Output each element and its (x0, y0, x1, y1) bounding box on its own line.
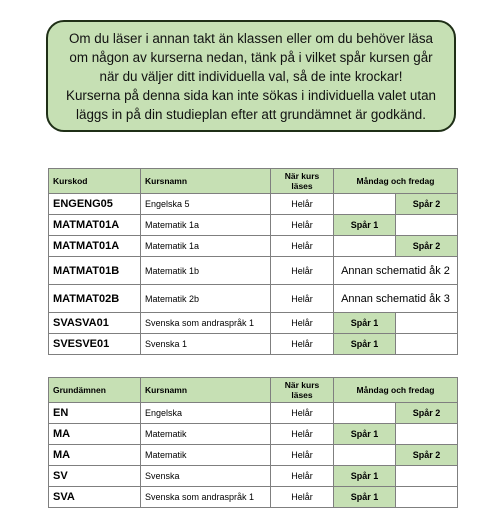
track-2-cell: Spår 2 (396, 236, 458, 257)
table-row (49, 285, 458, 313)
track-1-cell: Spår 1 (334, 466, 396, 487)
table-row (49, 487, 458, 508)
subjects-header-row (49, 378, 458, 403)
table-row (49, 215, 458, 236)
notice-line: om någon av kurserna nedan, tänk på i vilket spår kursen går (69, 49, 433, 65)
header-name: Kursnamn (141, 169, 271, 194)
course-code: MATMAT01A (49, 236, 141, 257)
header-when: När kurs läses (271, 378, 334, 403)
header-code: Kurskod (49, 169, 141, 194)
course-code: MA (49, 445, 141, 466)
course-when: Helår (271, 194, 334, 215)
table-row (49, 424, 458, 445)
track-1-cell: Spår 1 (334, 334, 396, 355)
courses-body (49, 194, 458, 355)
track-2-cell: Spår 2 (396, 403, 458, 424)
notice-text (66, 29, 436, 124)
course-when: Helår (271, 487, 334, 508)
notice-line: läggs in på din studieplan efter att grundämnet är godkänd. (76, 106, 426, 122)
track-1-cell: Spår 1 (334, 424, 396, 445)
course-name: Matematik 2b (141, 285, 271, 313)
track-2-empty (396, 424, 458, 445)
track-1-empty (334, 445, 396, 466)
course-when: Helår (271, 466, 334, 487)
courses-table (48, 168, 458, 355)
course-name: Svenska (141, 466, 271, 487)
table-row (49, 194, 458, 215)
track-2-cell: Spår 2 (396, 194, 458, 215)
course-when: Helår (271, 313, 334, 334)
course-code: MATMAT02B (49, 285, 141, 313)
course-when: Helår (271, 236, 334, 257)
header-schedule: Måndag och fredag (334, 169, 458, 194)
track-2-empty (396, 466, 458, 487)
track-2-cell: Spår 2 (396, 445, 458, 466)
course-when: Helår (271, 257, 334, 285)
course-name: Svenska 1 (141, 334, 271, 355)
course-name: Engelska 5 (141, 194, 271, 215)
track-1-empty (334, 194, 396, 215)
notice-line: när du väljer ditt individuella val, så de inte krockar! (99, 68, 403, 84)
course-name: Matematik 1b (141, 257, 271, 285)
schedule-note: Annan schematid åk 3 (334, 285, 458, 313)
notice-line: Kurserna på denna sida kan inte sökas i individuella valet utan (66, 87, 436, 103)
course-when: Helår (271, 424, 334, 445)
track-1-cell: Spår 1 (334, 313, 396, 334)
course-when: Helår (271, 445, 334, 466)
course-code: SV (49, 466, 141, 487)
table-row (49, 403, 458, 424)
course-name: Svenska som andraspråk 1 (141, 313, 271, 334)
course-code: SVA (49, 487, 141, 508)
track-1-cell: Spår 1 (334, 487, 396, 508)
notice-line: Om du läser i annan takt än klassen eller om du behöver läsa (69, 30, 433, 46)
course-name: Matematik (141, 424, 271, 445)
subjects-body (49, 403, 458, 508)
header-name: Kursnamn (141, 378, 271, 403)
course-when: Helår (271, 403, 334, 424)
header-code: Grundämnen (49, 378, 141, 403)
course-code: MATMAT01B (49, 257, 141, 285)
course-code: SVASVA01 (49, 313, 141, 334)
table-row (49, 313, 458, 334)
header-schedule: Måndag och fredag (334, 378, 458, 403)
course-name: Matematik 1a (141, 236, 271, 257)
track-2-empty (396, 215, 458, 236)
course-when: Helår (271, 215, 334, 236)
course-code: MA (49, 424, 141, 445)
course-name: Matematik (141, 445, 271, 466)
track-2-empty (396, 334, 458, 355)
course-code: EN (49, 403, 141, 424)
schedule-note: Annan schematid åk 2 (334, 257, 458, 285)
courses-header-row (49, 169, 458, 194)
course-code: SVESVE01 (49, 334, 141, 355)
table-row (49, 334, 458, 355)
table-row (49, 257, 458, 285)
track-2-empty (396, 487, 458, 508)
course-code: ENGENG05 (49, 194, 141, 215)
course-name: Engelska (141, 403, 271, 424)
table-row (49, 236, 458, 257)
course-code: MATMAT01A (49, 215, 141, 236)
track-2-empty (396, 313, 458, 334)
course-name: Svenska som andraspråk 1 (141, 487, 271, 508)
subjects-table (48, 377, 458, 508)
track-1-empty (334, 236, 396, 257)
table-row (49, 466, 458, 487)
notice-box (46, 20, 456, 132)
course-when: Helår (271, 285, 334, 313)
table-row (49, 445, 458, 466)
track-1-empty (334, 403, 396, 424)
header-when: När kurs läses (271, 169, 334, 194)
track-1-cell: Spår 1 (334, 215, 396, 236)
course-name: Matematik 1a (141, 215, 271, 236)
course-when: Helår (271, 334, 334, 355)
